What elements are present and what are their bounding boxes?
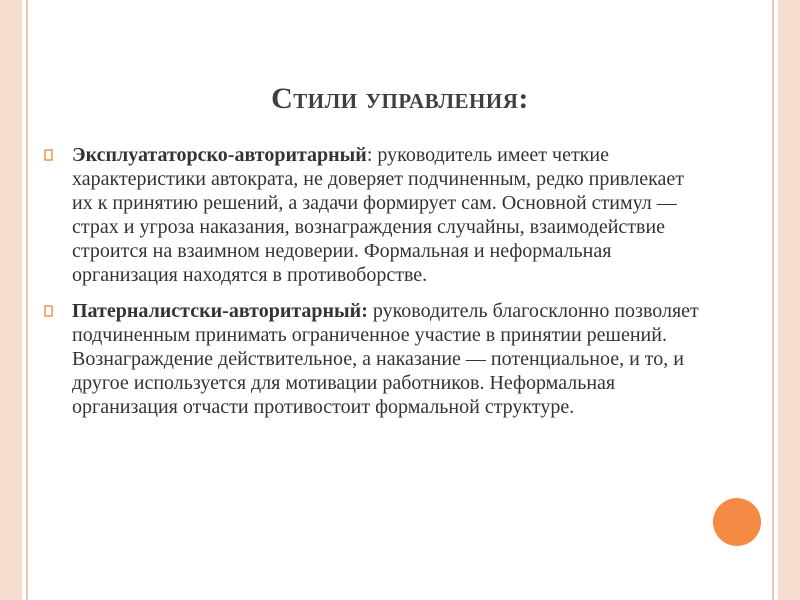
bullet-item-exploitative-authoritarian	[44, 143, 704, 287]
decorative-circle	[713, 498, 761, 546]
bullet-item-paternalistic-authoritarian	[44, 299, 704, 419]
bullet-text: руководитель имеет четкие характеристики автократа, не доверяет подчиненным, редко привлекает их к принятию решений, а задачи формирует сам. Основной стимул — страх и угроза наказания, вознаграждения случайны, взаимодействие строится на взаимном недоверии. Формальная и неформальная организация находятся в противоборстве.	[72, 144, 685, 286]
bullet-term: Патерналистски-авторитарный:	[72, 300, 368, 322]
bullet-marker-icon	[44, 305, 54, 317]
bullet-separator: :	[366, 144, 373, 166]
bullet-term: Эксплуататорско-авторитарный	[72, 144, 367, 166]
slide-content	[44, 143, 704, 431]
slide-title: Стили управления:	[271, 82, 529, 115]
bullet-marker-icon	[44, 149, 54, 161]
bullet-text: руководитель благосклонно позволяет подчиненным принимать ограниченное участие в принятии решений. Вознаграждение действительное, а наказание — потенциальное, и то, и другое используется для мотивации работников. Неформальная организация отчасти противостоит формальной структуре.	[72, 300, 699, 418]
